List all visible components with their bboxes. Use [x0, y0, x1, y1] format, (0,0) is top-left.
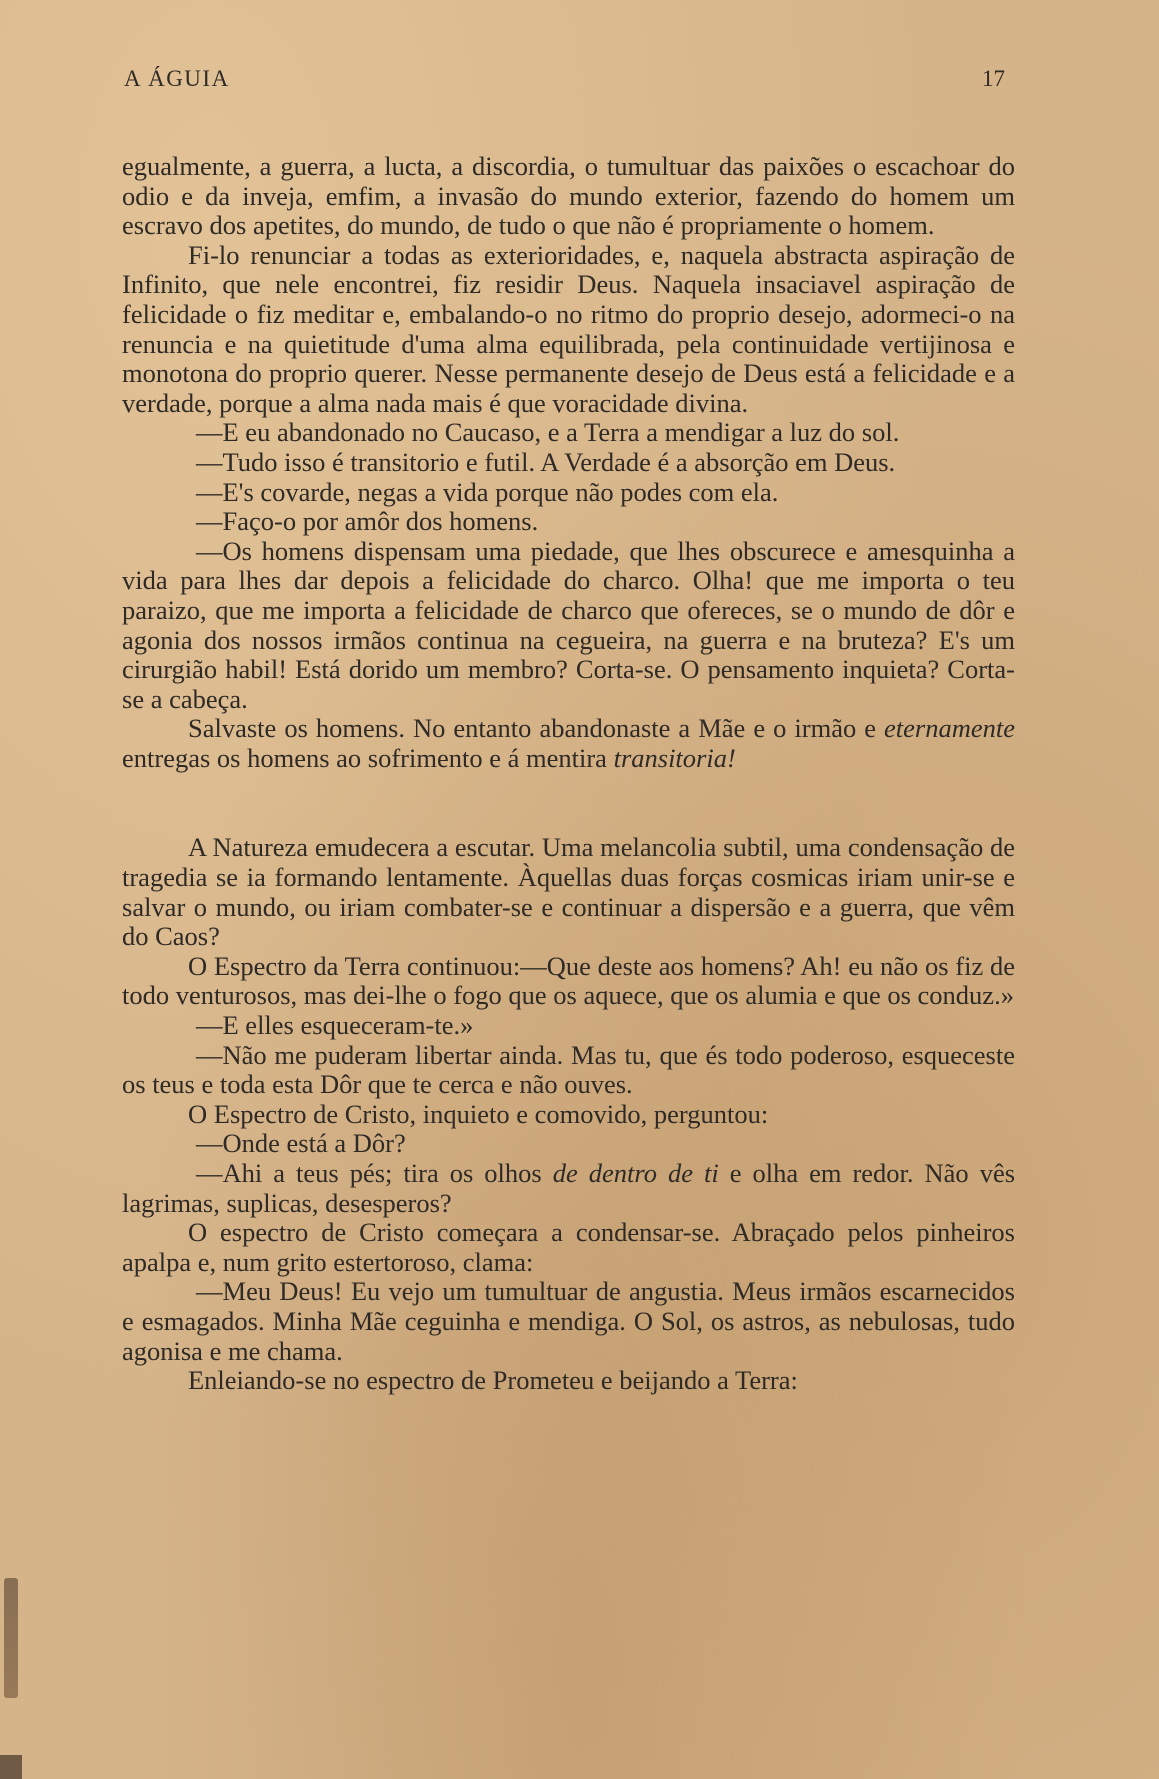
paragraph [122, 152, 1015, 241]
journal-title: A ÁGUIA [124, 66, 230, 91]
text-run: A Natureza emudecera a escutar. Uma melancolia subtil, uma condensação de tragedia se ia formando lentamente. Àquellas duas forças cosmicas iriam unir-se e salvar o mundo, ou iriam combater-se e continuar a dispersão e a guerra, que vêm do Caos? [122, 832, 1015, 952]
text-run: entregas os homens ao sofrimento e á mentira [122, 742, 614, 773]
paragraph [122, 537, 1015, 715]
text-run: —Onde está a Dôr? [196, 1128, 406, 1159]
paragraph [122, 507, 1015, 537]
paragraph [122, 418, 1015, 448]
paragraph [122, 448, 1015, 478]
paragraph [122, 1011, 1015, 1041]
paragraph [122, 478, 1015, 508]
text-run: —E eu abandonado no Caucaso, e a Terra a mendigar a luz do sol. [196, 417, 900, 448]
paragraph [122, 1277, 1015, 1366]
page-number: 17 [982, 66, 1005, 91]
italic-text: de dentro de ti [552, 1158, 719, 1188]
paragraph [122, 1041, 1015, 1100]
section-break [122, 773, 1015, 833]
paragraph [122, 833, 1015, 951]
text-run: —Tudo isso é transitorio e futil. A Verdade é a absorção em Deus. [196, 446, 896, 477]
page-body-text [122, 152, 1015, 1396]
paragraph [122, 1218, 1015, 1277]
text-run: —Meu Deus! Eu vejo um tumultuar de angustia. Meus irmãos escarnecidos e esmagados. Minha Mãe ceguinha e mendiga. O Sol, os astros, as nebulosas, tudo agonisa e me chama. [122, 1276, 1015, 1366]
text-run: Fi-lo renunciar a todas as exterioridades, e, naquela abstracta aspiração de Infinito, que nele encontrei, fiz residir Deus. Naquela insaciavel aspiração de felicidade o fiz meditar e, embalando-o no ritmo do proprio desejo, adormeci-o na renuncia e na quietitude d'uma alma equilibrada, pela continuidade vertijinosa e monotona do proprio querer. Nesse permanente desejo de Deus está a felicidade e a verdade, porque a alma nada mais é que voracidade divina. [122, 239, 1015, 418]
text-run: O espectro de Cristo começara a condensar-se. Abraçado pelos pinheiros apalpa e, num grito estertoroso, clama: [122, 1217, 1015, 1277]
text-run: Enleiando-se no espectro de Prometeu e beijando a Terra: [188, 1365, 798, 1396]
paragraph [122, 1100, 1015, 1130]
italic-text: transitoria! [613, 742, 736, 773]
text-run: —E's covarde, negas a vida porque não podes com ela. [196, 476, 779, 507]
italic-text: eternamente [884, 713, 1015, 744]
text-run: O Espectro de Cristo, inquieto e comovido, perguntou: [188, 1098, 769, 1129]
binding-stain [4, 1578, 18, 1698]
text-run: Salvaste os homens. No entanto abandonaste a Mãe e o irmão e [188, 713, 885, 744]
corner-stain [0, 1755, 22, 1779]
paragraph [122, 714, 1015, 773]
text-run: e olha em redor. Não vês lagrimas, suplicas, desesperos? [122, 1158, 1016, 1218]
text-run: —Os homens dispensam uma piedade, que lhes obscurece e amesquinha a vida para lhes dar depois a felicidade do charco. Olha! que me importa o teu paraizo, que me importa a felicidade de charco que ofereces, se o mundo de dôr e agonia dos nossos irmãos continua na cegueira, na guerra e na bruteza? E's um cirurgião habil! Está dorido um membro? Corta-se. O pensamento inquieta? Corta-se a cabeça. [122, 535, 1015, 714]
text-run: —Faço-o por amôr dos homens. [196, 506, 539, 537]
running-header [124, 66, 1005, 92]
text-run: egualmente, a guerra, a lucta, a discordia, o tumultuar das paixões o escachoar do odio e da inveja, emfim, a invasão do mundo exterior, fazendo do homem um escravo dos apetites, do mundo, de tudo o que não é propriamente o homem. [122, 151, 1015, 241]
paragraph [122, 241, 1015, 419]
text-run: O Espectro da Terra continuou:—Que deste aos homens? Ah! eu não os fiz de todo venturosos, mas dei-lhe o fogo que os aquece, que os alumia e que os conduz.» [122, 950, 1015, 1011]
paragraph [122, 1129, 1015, 1159]
paragraph [122, 1366, 1015, 1396]
text-run: —Não me puderam libertar ainda. Mas tu, que és todo poderoso, esqueceste os teus e toda esta Dôr que te cerca e não ouves. [122, 1039, 1015, 1100]
text-run: —Ahi a teus pés; tira os olhos [196, 1158, 553, 1188]
paragraph [122, 952, 1015, 1011]
paragraph [122, 1159, 1015, 1218]
text-run: —E elles esqueceram-te.» [196, 1010, 474, 1041]
